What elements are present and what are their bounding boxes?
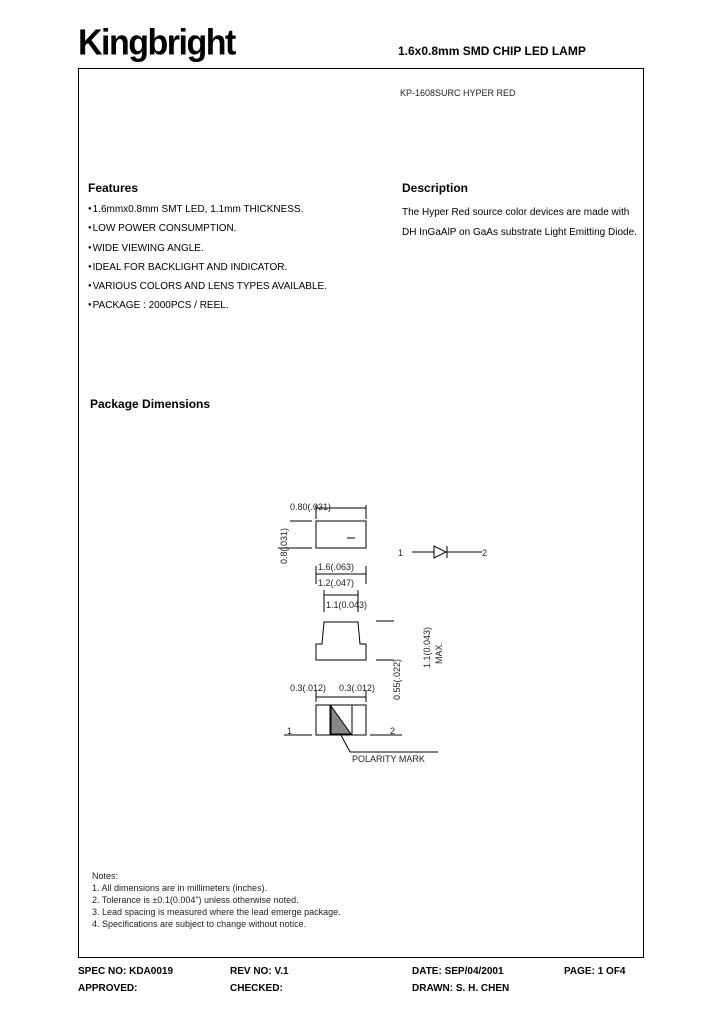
- top-view-body: [316, 521, 366, 548]
- features-heading: Features: [88, 181, 139, 195]
- notes-title: Notes:: [92, 871, 119, 881]
- bottom-pin-2: 2: [390, 726, 396, 736]
- notes: [92, 870, 341, 930]
- description-heading: Description: [402, 181, 469, 195]
- dim-body-width: 1.2(.047): [318, 578, 355, 588]
- feature-item: ● IDEAL FOR BACKLIGHT AND INDICATOR.: [88, 261, 327, 280]
- page-number: PAGE: 1 OF4: [564, 966, 626, 977]
- approved: APPROVED:: [78, 983, 138, 994]
- note-item: 1. All dimensions are in millimeters (inches).: [92, 883, 268, 893]
- note-item: 3. Lead spacing is measured where the lead emerge package.: [92, 907, 341, 917]
- part-number: KP-1608SURC HYPER RED: [400, 88, 516, 98]
- dim-pad-left: 0.3(.012): [290, 683, 327, 693]
- dim-side: 0.55(.022): [392, 658, 402, 700]
- package-dimensions-heading: Package Dimensions: [90, 397, 211, 411]
- polarity-triangle: [331, 706, 351, 734]
- document-title: 1.6x0.8mm SMD CHIP LED LAMP: [398, 44, 586, 58]
- diode-pin-1: 1: [398, 548, 404, 558]
- bottom-pin-1: 1: [287, 726, 293, 736]
- dim-top-height: 0.8(.031): [279, 527, 289, 564]
- side-view-body: [316, 622, 366, 660]
- drawn-by: DRAWN: S. H. CHEN: [412, 983, 510, 994]
- rev-no: REV NO: V.1: [230, 966, 289, 977]
- feature-item: ● 1.6mmx0.8mm SMT LED, 1.1mm THICKNESS.: [88, 203, 327, 222]
- dim-height: 1.1(0.043): [422, 626, 432, 668]
- polarity-mark-label: POLARITY MARK: [352, 754, 425, 764]
- feature-item: ● WIDE VIEWING ANGLE.: [88, 242, 327, 261]
- note-item: 2. Tolerance is ±0.1(0.004") unless otherwise noted.: [92, 895, 299, 905]
- kingbright-logo: Kingbright: [78, 23, 235, 63]
- note-item: 4. Specifications are subject to change without notice.: [92, 919, 307, 929]
- feature-item: ● VARIOUS COLORS AND LENS TYPES AVAILABLE.: [88, 280, 327, 299]
- checked: CHECKED:: [230, 983, 283, 994]
- feature-item: ● PACKAGE : 2000PCS / REEL.: [88, 299, 327, 318]
- diode-pin-2: 2: [482, 548, 488, 558]
- dim-lens-width: 1.1(0.043): [326, 600, 368, 610]
- description-text: The Hyper Red source color devices are made with DH InGaAlP on GaAs substrate Light Emitting Diode.: [402, 207, 637, 238]
- dim-pad-right: 0.3(.012): [339, 683, 376, 693]
- feature-item: ● LOW POWER CONSUMPTION.: [88, 222, 327, 241]
- dim-top-width: 0.80(.031): [290, 502, 332, 512]
- date: DATE: SEP/04/2001: [412, 966, 504, 977]
- dim-length: 1.6(.063): [318, 562, 355, 572]
- spec-no: SPEC NO: KDA0019: [78, 966, 174, 977]
- dim-height-max: MAX.: [434, 641, 444, 664]
